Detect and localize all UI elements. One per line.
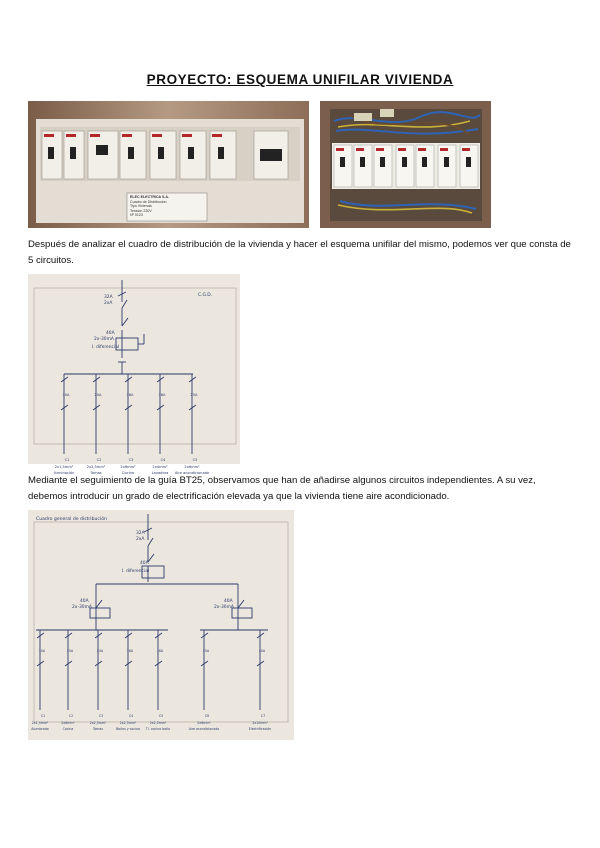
plate-line: Cuadro de Distribucion: [130, 199, 167, 204]
circuit-section: 2x4mm²: [152, 465, 168, 469]
circuit-rating: 16A: [126, 393, 134, 397]
circuit-use: Cocina: [62, 727, 74, 731]
single-line-diagram-1: [28, 274, 240, 475]
circuit-rating: 25A: [190, 393, 198, 397]
circuit-use: Baños y cocina: [116, 727, 140, 731]
diagram-corner-label: C.G.D.: [198, 293, 213, 298]
circuit-rating: 10A: [62, 393, 70, 397]
circuit-rating: 16A: [158, 393, 166, 397]
circuit-branch: [116, 630, 140, 731]
circuit-code: C5: [192, 458, 198, 462]
circuit-rating: 16A: [126, 649, 134, 653]
circuit-section: 2x1,5mm²: [31, 721, 49, 725]
circuit-use: Aire acondicionado: [188, 727, 220, 731]
circuit-branch: [87, 374, 106, 475]
circuit-use: Lavadora: [151, 471, 169, 475]
circuit-use: Cocina: [121, 471, 135, 475]
circuit-branch: [175, 374, 209, 475]
circuit-use: Alumbrado: [31, 727, 49, 731]
main-breaker-label: 2xA: [136, 537, 145, 542]
sub-differential-label: 40A: [224, 599, 233, 604]
plate-line: Tension 230V: [130, 208, 152, 213]
circuit-branch: [145, 630, 170, 731]
main-breaker-label: 2xA: [104, 301, 113, 306]
page-title: PROYECTO: ESQUEMA UNIFILAR VIVIENDA: [146, 72, 454, 87]
circuit-rating: 25A: [66, 649, 74, 653]
circuit-section: 2x2,5mm²: [119, 721, 137, 725]
circuit-section: 2x6mm²: [61, 721, 75, 725]
diagram-caption: Cuadro general de distribución: [36, 517, 107, 522]
main-breaker-label: 32A: [104, 295, 113, 300]
circuit-branch: [249, 630, 271, 731]
paragraph-intro: Después de analizar el cuadro de distribución de la vivienda y hacer el esquema unifilar del mismo, podemos ver que consta de 5 circuitos.: [28, 239, 571, 266]
circuit-code: C6: [204, 714, 210, 718]
circuit-use: Iluminación: [53, 471, 75, 475]
circuit-branch: [90, 630, 107, 731]
circuit-section: 2x1,5mm²: [54, 465, 74, 469]
circuit-code: C2: [96, 458, 102, 462]
circuit-section: 2x2,5mm²: [89, 721, 107, 725]
differential-label: 40A: [140, 561, 149, 566]
distribution-board-photo-closed: [28, 101, 309, 228]
sub-differential-label: 2x-30mA: [214, 605, 234, 610]
circuit-branch: [54, 374, 75, 475]
differential-label: 40A: [106, 331, 115, 336]
paragraph-analysis: Mediante el seguimiento de la guía BT25, observamos que han de añadirse algunos circuitos independientes. A su vez, debemos introducir un grado de electrificación elevada ya que la vivienda tiene aire acondicionado.: [28, 475, 536, 502]
sub-differential-label: 40A: [80, 599, 89, 604]
circuit-section: 2x2,5mm²: [86, 465, 106, 469]
circuit-code: C5: [158, 714, 164, 718]
circuit-use: Tomas: [92, 727, 104, 731]
circuit-code: C1: [40, 714, 46, 718]
circuit-rating: 16A: [156, 649, 164, 653]
circuit-rating: 10A: [38, 649, 46, 653]
circuit-rating: 40A: [258, 649, 266, 653]
circuit-rating: 20A: [96, 649, 104, 653]
circuit-rating: 25A: [202, 649, 210, 653]
circuit-code: C1: [64, 458, 70, 462]
distribution-board-photo-open: [320, 101, 491, 228]
main-breaker-label: 32A: [136, 531, 145, 536]
circuit-branch: [152, 374, 169, 475]
circuit-use: Tl. cocina baño: [145, 727, 171, 731]
circuit-code: C4: [160, 458, 166, 462]
plate-line: Nº 0123: [130, 213, 143, 218]
circuit-section: 2x6mm²: [197, 721, 211, 725]
circuit-code: C4: [128, 714, 134, 718]
circuit-section: 2x10mm²: [252, 721, 268, 725]
sub-differential-label: 2x-30mA: [72, 605, 92, 610]
circuit-branch: [189, 630, 219, 731]
circuit-code: C3: [98, 714, 104, 718]
circuit-code: C7: [260, 714, 266, 718]
differential-label: I. diferencial: [92, 345, 120, 350]
circuit-rating: 20A: [94, 393, 102, 397]
circuit-branch: [120, 374, 136, 475]
differential-label: 2x-30mA: [94, 337, 114, 342]
circuit-use: Tomas: [90, 471, 102, 475]
differential-label: I. diferencial: [122, 569, 150, 574]
plate-line: ELEC ELECTRICA S.A.: [130, 195, 170, 199]
circuit-code: C2: [68, 714, 74, 718]
circuit-code: C3: [128, 458, 134, 462]
circuit-use: Electrificación: [248, 727, 272, 731]
circuit-branch: [61, 630, 75, 731]
single-line-diagram-2: [28, 510, 294, 740]
circuit-use: Aire acondicionado: [174, 471, 210, 475]
circuit-section: 2x2,5mm²: [149, 721, 167, 725]
circuit-section: 2x6mm²: [120, 465, 136, 469]
plate-line: Tipo Vivienda: [130, 204, 152, 209]
circuit-section: 2x6mm²: [184, 465, 200, 469]
